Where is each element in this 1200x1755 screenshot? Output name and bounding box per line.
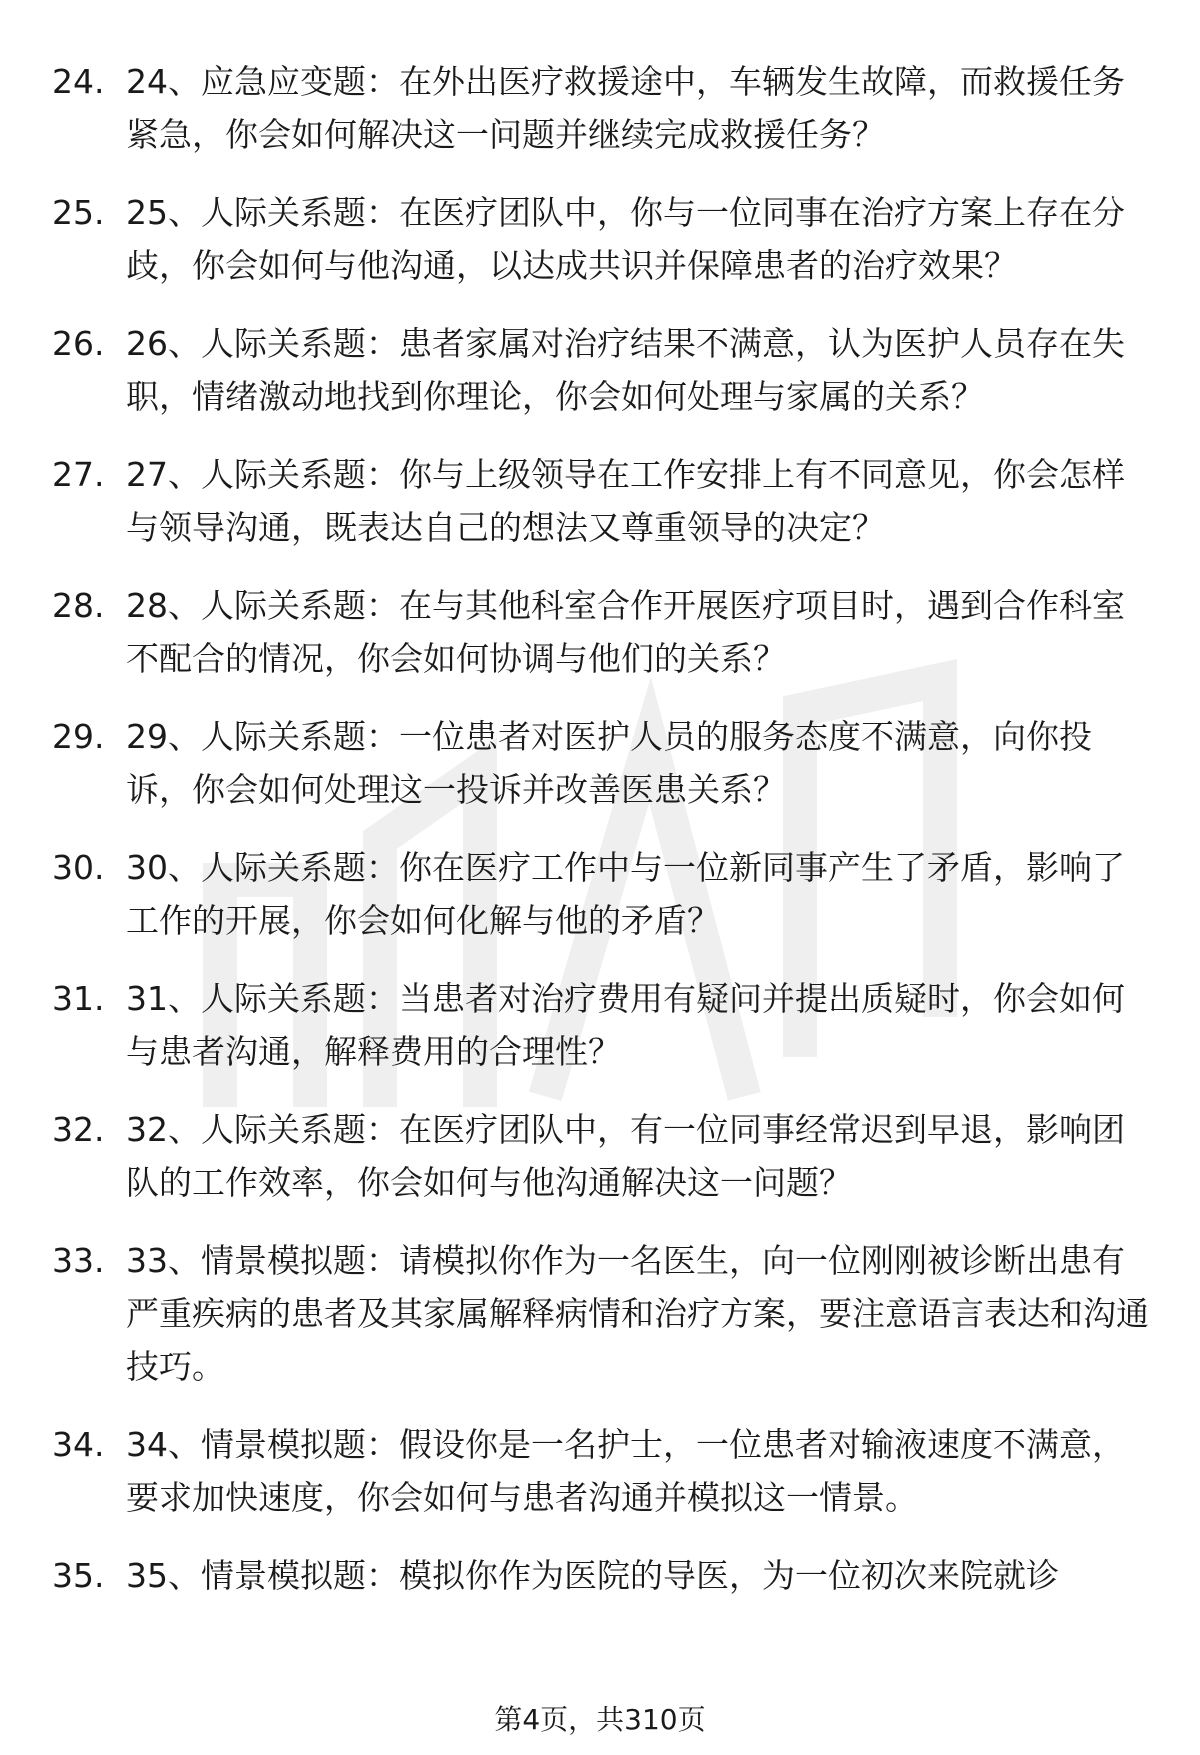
- question-item: [52, 1549, 1152, 1602]
- question-text: 33、情景模拟题：请模拟你作为一名医生，向一位刚刚被诊断出患有严重疾病的患者及其家属解释病情和治疗方案，要注意语言表达和沟通技巧。: [126, 1241, 1149, 1386]
- question-item: [52, 1234, 1152, 1393]
- question-item: [52, 579, 1152, 685]
- question-text: 31、人际关系题：当患者对治疗费用有疑问并提出质疑时，你会如何与患者沟通，解释费用的合理性？: [126, 979, 1125, 1071]
- question-number: 25.: [52, 193, 105, 232]
- question-item: [52, 317, 1152, 423]
- question-number: 32.: [52, 1110, 105, 1149]
- question-text: 30、人际关系题：你在医疗工作中与一位新同事产生了矛盾，影响了工作的开展，你会如何化解与他的矛盾？: [126, 848, 1125, 940]
- question-text: 35、情景模拟题：模拟你作为医院的导医，为一位初次来院就诊: [126, 1556, 1059, 1595]
- question-number: 35.: [52, 1556, 105, 1595]
- question-text: 28、人际关系题：在与其他科室合作开展医疗项目时，遇到合作科室不配合的情况，你会如何协调与他们的关系？: [126, 586, 1125, 678]
- question-text: 27、人际关系题：你与上级领导在工作安排上有不同意见，你会怎样与领导沟通，既表达自己的想法又尊重领导的决定？: [126, 455, 1125, 547]
- question-text: 32、人际关系题：在医疗团队中，有一位同事经常迟到早退，影响团队的工作效率，你会如何与他沟通解决这一问题？: [126, 1110, 1125, 1202]
- question-number: 33.: [52, 1241, 105, 1280]
- question-text: 29、人际关系题：一位患者对医护人员的服务态度不满意，向你投诉，你会如何处理这一投诉并改善医患关系？: [126, 717, 1092, 809]
- question-item: [52, 710, 1152, 816]
- question-number: 31.: [52, 979, 105, 1018]
- question-text: 25、人际关系题：在医疗团队中，你与一位同事在治疗方案上存在分歧，你会如何与他沟通，以达成共识并保障患者的治疗效果？: [126, 193, 1125, 285]
- question-number: 34.: [52, 1425, 105, 1464]
- question-text: 24、应急应变题：在外出医疗救援途中，车辆发生故障，而救援任务紧急，你会如何解决这一问题并继续完成救援任务？: [126, 62, 1125, 154]
- question-number: 29.: [52, 717, 105, 756]
- question-text: 34、情景模拟题：假设你是一名护士，一位患者对输液速度不满意，要求加快速度，你会如何与患者沟通并模拟这一情景。: [126, 1425, 1125, 1517]
- question-number: 26.: [52, 324, 105, 363]
- question-item: [52, 1418, 1152, 1524]
- question-item: [52, 55, 1152, 161]
- question-text: 26、人际关系题：患者家属对治疗结果不满意，认为医护人员存在失职，情绪激动地找到你理论，你会如何处理与家属的关系？: [126, 324, 1125, 416]
- question-item: [52, 186, 1152, 292]
- question-number: 30.: [52, 848, 105, 887]
- question-number: 24.: [52, 62, 105, 101]
- question-item: [52, 1103, 1152, 1209]
- question-number: 28.: [52, 586, 105, 625]
- question-item: [52, 448, 1152, 554]
- page-footer: 第4页，共310页: [494, 1703, 706, 1736]
- question-list: [52, 55, 1152, 1627]
- question-item: [52, 972, 1152, 1078]
- question-item: [52, 841, 1152, 947]
- question-number: 27.: [52, 455, 105, 494]
